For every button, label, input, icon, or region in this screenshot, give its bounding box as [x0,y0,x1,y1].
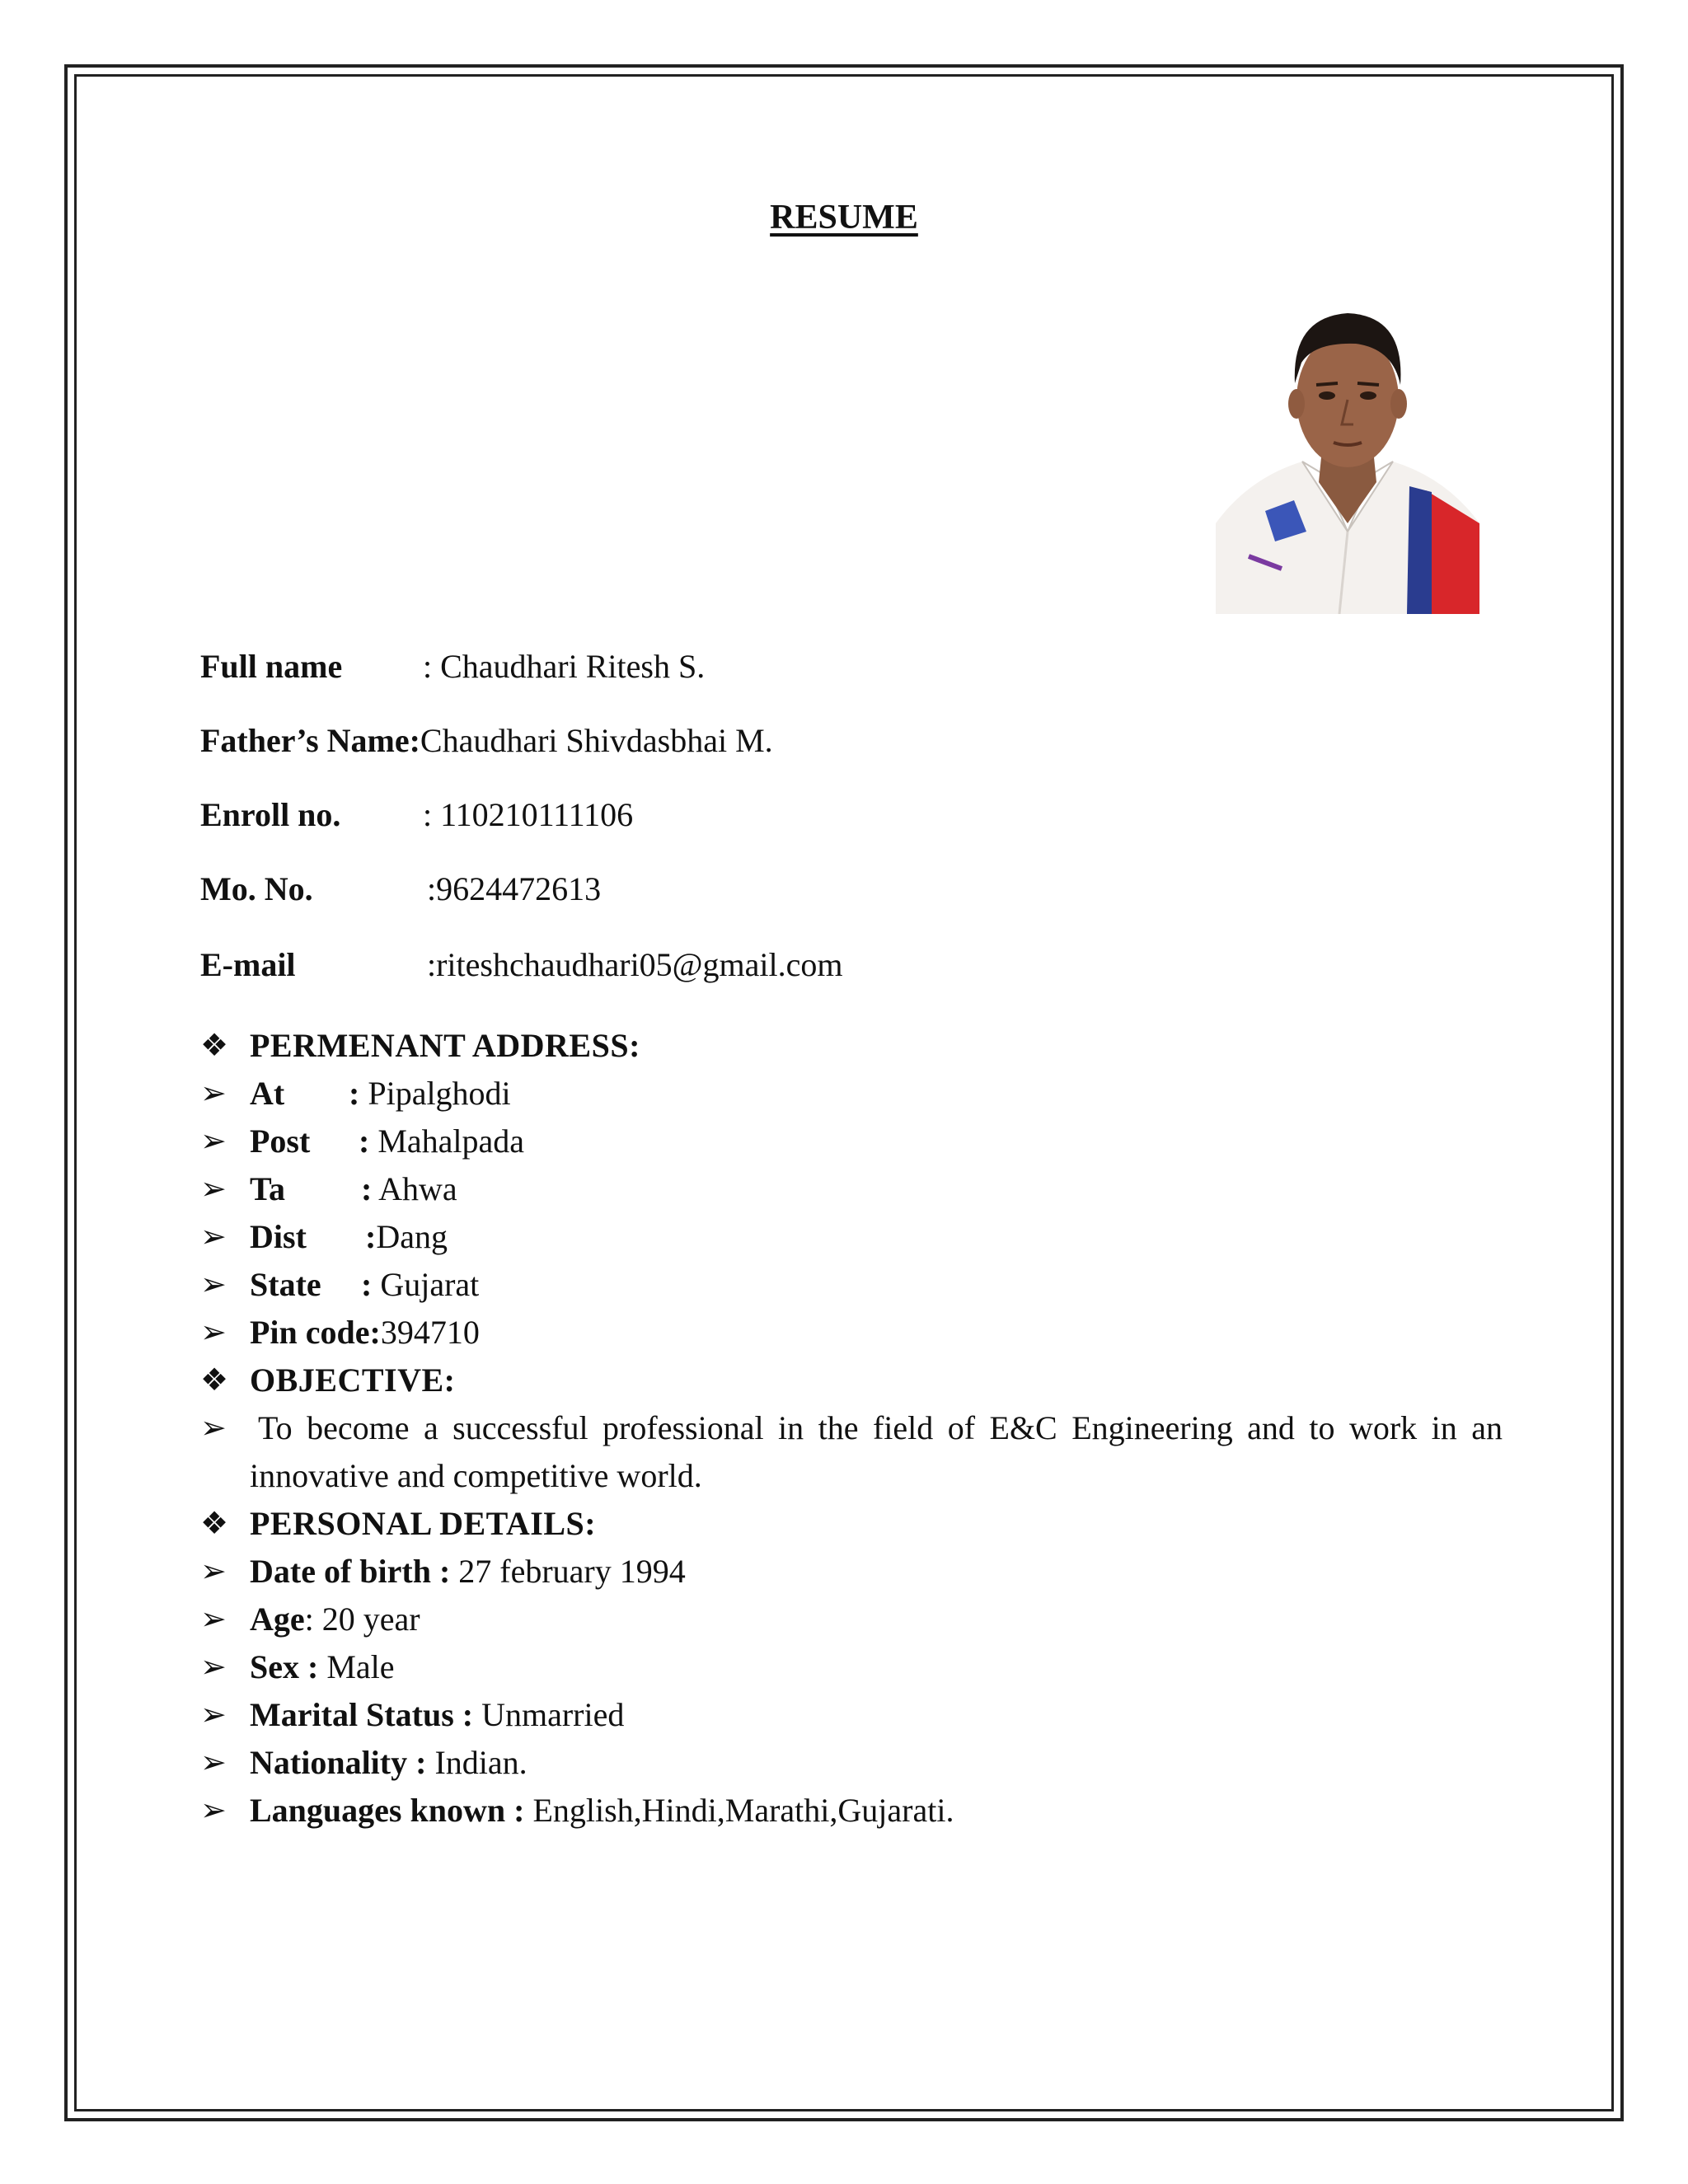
address-item-post: ➢ Post : Mahalpada [200,1118,1503,1165]
mobile-value: :9624472613 [427,870,602,907]
personal-item-languages: ➢ Languages known : English,Hindi,Marathi,Gujarati. [200,1787,1503,1835]
address-item-pincode: ➢ Pin code:394710 [200,1309,1503,1357]
address-item-ta: ➢ Ta : Ahwa [200,1165,1503,1213]
objective-text: To become a successful professional in the field of E&C Engineering and to work in an innovative and competitive world. [250,1409,1503,1494]
father-name-row [200,721,773,760]
personal-item-sex: ➢ Sex : Male [200,1643,1503,1691]
full-name-row [200,647,706,686]
email-value: :riteshchaudhari05@gmail.com [427,946,843,983]
arrow-bullet-icon: ➢ [200,1220,227,1254]
full-name-label: Full name [200,648,343,685]
personal-details-heading: ❖ PERSONAL DETAILS: [200,1500,1503,1548]
address-item-state: ➢ State : Gujarat [200,1261,1503,1309]
address-item-dist: ➢ Dist :Dang [200,1213,1503,1261]
diamond-bullet-icon: ❖ [200,1363,229,1398]
arrow-bullet-icon: ➢ [200,1411,227,1446]
profile-photo [1216,284,1479,614]
diamond-bullet-icon: ❖ [200,1029,229,1063]
objective-text-item [200,1404,1503,1500]
mobile-label: Mo. No. [200,870,313,907]
resume-title: RESUME [770,199,918,237]
arrow-bullet-icon: ➢ [200,1602,227,1637]
address-heading: ❖ PERMENANT ADDRESS: [200,1022,1503,1070]
arrow-bullet-icon: ➢ [200,1268,227,1302]
personal-item-age: ➢ Age: 20 year [200,1596,1503,1643]
personal-item-dob: ➢ Date of birth : 27 february 1994 [200,1548,1503,1596]
arrow-bullet-icon: ➢ [200,1554,227,1589]
email-label: E-mail [200,946,296,983]
arrow-bullet-icon: ➢ [200,1076,227,1111]
full-name-value: : Chaudhari Ritesh S. [423,648,706,685]
father-name-value: Chaudhari Shivdasbhai M. [420,722,773,759]
arrow-bullet-icon: ➢ [200,1698,227,1732]
arrow-bullet-icon: ➢ [200,1172,227,1207]
diamond-bullet-icon: ❖ [200,1507,229,1541]
arrow-bullet-icon: ➢ [200,1124,227,1159]
arrow-bullet-icon: ➢ [200,1793,227,1828]
enroll-label: Enroll no. [200,796,341,833]
address-item-at: ➢ At : Pipalghodi [200,1070,1503,1118]
mobile-row [200,869,602,908]
father-name-label: Father’s Name: [200,722,420,759]
personal-item-nationality: ➢ Nationality : Indian. [200,1739,1503,1787]
personal-item-marital-status: ➢ Marital Status : Unmarried [200,1691,1503,1739]
enroll-row [200,795,634,834]
enroll-value: : 110210111106 [423,796,634,833]
arrow-bullet-icon: ➢ [200,1315,227,1350]
email-row [200,945,843,984]
arrow-bullet-icon: ➢ [200,1650,227,1685]
objective-heading: ❖ OBJECTIVE: [200,1357,1503,1404]
arrow-bullet-icon: ➢ [200,1746,227,1780]
details-list [200,1022,1503,1835]
